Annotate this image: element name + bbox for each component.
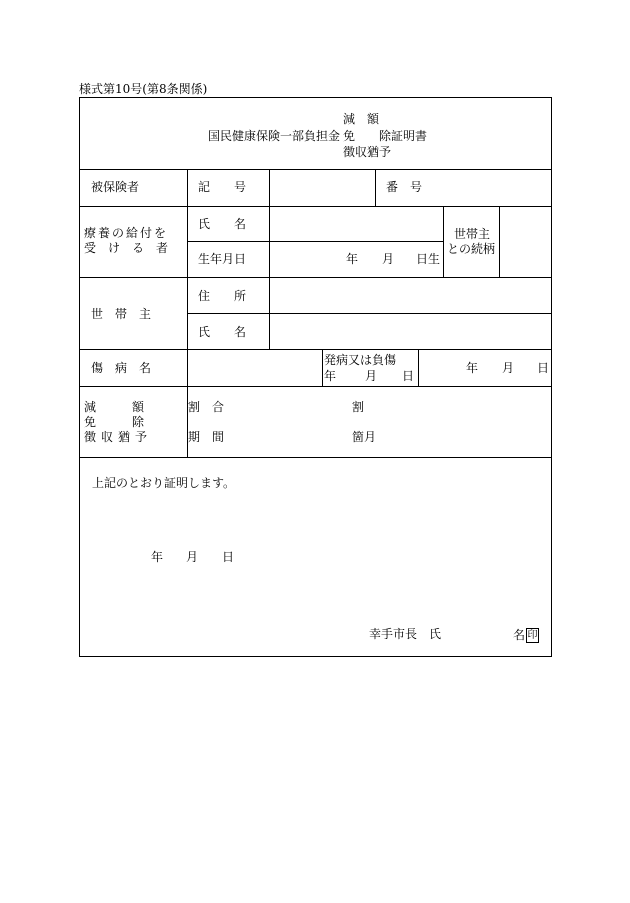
insured-label: 被保険者 bbox=[91, 180, 140, 194]
divider-disease-onset bbox=[418, 349, 419, 386]
rate-unit: 割 bbox=[352, 400, 365, 414]
divider-recipient-relation bbox=[443, 206, 444, 278]
divider-after-recipient bbox=[80, 277, 551, 278]
seal-mark: 印 bbox=[527, 630, 538, 641]
divider-after-head bbox=[80, 349, 551, 350]
recipient-label-line2: 受 け る 者 bbox=[84, 241, 169, 255]
recipient-birthdate-label: 生年月日 bbox=[198, 252, 247, 266]
divider-insured-symbol bbox=[375, 169, 376, 206]
period-label: 期 間 bbox=[188, 430, 225, 444]
divider-recipient-inner bbox=[188, 241, 443, 242]
name-suffix: 名 bbox=[513, 628, 526, 642]
issuer-title: 幸手市長 氏 bbox=[369, 627, 442, 641]
birth-day-unit: 日生 bbox=[416, 252, 441, 266]
divider-head-label-column bbox=[269, 277, 270, 350]
reduction-label-line2: 免 除 bbox=[84, 415, 145, 429]
divider-disease-name bbox=[322, 349, 323, 386]
certificate-form bbox=[79, 97, 552, 657]
title-main-suffix: 証明書 bbox=[391, 129, 428, 143]
onset-label: 発病又は負傷 bbox=[324, 353, 397, 367]
onset-year-unit: 年 bbox=[324, 369, 337, 383]
title-reduction-word: 減 額 bbox=[343, 112, 380, 126]
divider-after-insured bbox=[80, 206, 551, 207]
divider-relation-value bbox=[499, 206, 500, 278]
recipient-label-line1: 療養の給付を bbox=[84, 226, 169, 240]
certification-month-unit: 月 bbox=[186, 550, 199, 564]
reduction-label-line3: 徴収猶予 bbox=[84, 430, 153, 444]
certification-statement: 上記のとおり証明します。 bbox=[92, 476, 236, 490]
birth-month-unit: 月 bbox=[382, 252, 395, 266]
rate-label: 割 合 bbox=[188, 400, 225, 414]
certification-day-unit: 日 bbox=[222, 550, 235, 564]
relation-label-line2: との続柄 bbox=[447, 242, 496, 256]
divider-after-title bbox=[80, 169, 551, 170]
onset-day-unit: 日 bbox=[402, 369, 415, 383]
title-exemption-word: 免 除 bbox=[343, 129, 392, 143]
insured-number-label: 番 号 bbox=[386, 180, 423, 194]
divider-head-inner bbox=[188, 313, 551, 314]
insured-symbol-label: 記 号 bbox=[198, 180, 247, 194]
relation-label-line1: 世帯主 bbox=[454, 227, 491, 241]
title-postponement-word: 徴収猶予 bbox=[343, 145, 392, 159]
onset-date-day-unit: 日 bbox=[537, 361, 550, 375]
period-unit: 箇月 bbox=[352, 430, 377, 444]
head-address-label: 住 所 bbox=[198, 289, 247, 303]
onset-month-unit: 月 bbox=[365, 369, 378, 383]
divider-after-disease bbox=[80, 386, 551, 387]
form-number-label: 様式第10号(第8条関係) bbox=[79, 82, 208, 96]
certification-year-unit: 年 bbox=[151, 550, 164, 564]
divider-after-reduction bbox=[80, 457, 551, 458]
onset-date-month-unit: 月 bbox=[502, 361, 515, 375]
title-main-prefix: 国民健康保険一部負担金 bbox=[208, 129, 341, 143]
birth-year-unit: 年 bbox=[346, 252, 359, 266]
recipient-name-label: 氏 名 bbox=[198, 217, 247, 231]
disease-label: 傷 病 名 bbox=[91, 361, 152, 375]
onset-date-year-unit: 年 bbox=[466, 361, 479, 375]
reduction-label-line1: 減 額 bbox=[84, 400, 145, 414]
issuer-signature bbox=[513, 628, 539, 643]
divider-field-label-column bbox=[269, 169, 270, 278]
head-name-label: 氏 名 bbox=[198, 325, 247, 339]
household-head-label: 世 帯 主 bbox=[91, 307, 152, 321]
